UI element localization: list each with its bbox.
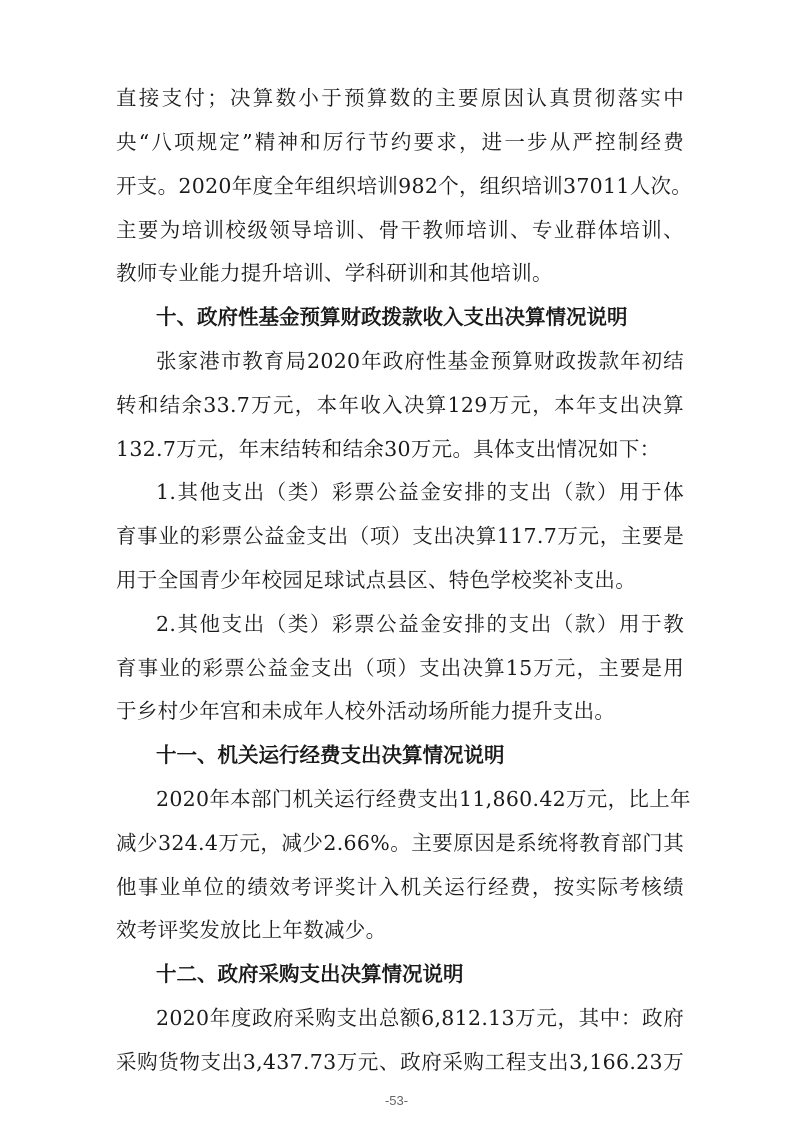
- text-line: 2020年度政府采购支出总额6,812.13万元，其中：政府: [156, 1006, 684, 1030]
- section-heading-11: 十一、机关运行经费支出决算情况说明: [156, 743, 505, 767]
- text-line: 1.其他支出（类）彩票公益金安排的支出（款）用于体: [156, 480, 684, 504]
- text-line: 效考评奖发放比上年数减少。: [116, 918, 387, 942]
- text-line: 于乡村少年宫和未成年人校外活动场所能力提升支出。: [116, 699, 616, 723]
- text-line: 育事业的彩票公益金支出（项）支出决算15万元，主要是用: [116, 656, 684, 680]
- text-line: 减少324.4万元，减少2.66%。主要原因是系统将教育部门其: [116, 831, 684, 855]
- section-heading-12: 十二、政府采购支出决算情况说明: [156, 962, 464, 986]
- text-line: 张家港市教育局2020年政府性基金预算财政拨款年初结: [156, 349, 684, 373]
- text-line: 2020年本部门机关运行经费支出11,860.42万元，比上年: [156, 787, 691, 811]
- text-line: 直接支付；决算数小于预算数的主要原因认真贯彻落实中: [116, 86, 684, 110]
- text-line: 教师专业能力提升培训、学科研训和其他培训。: [116, 261, 553, 285]
- page-number: -53-: [384, 1093, 409, 1108]
- text-line: 他事业单位的绩效考评奖计入机关运行经费，按实际考核绩: [116, 875, 684, 899]
- text-line: 央“八项规定”精神和厉行节约要求，进一步从严控制经费: [116, 130, 684, 154]
- text-line: 转和结余33.7万元，本年收入决算129万元，本年支出决算: [116, 393, 684, 417]
- text-line: 开支。2020年度全年组织培训982个，组织培训37011人次。: [116, 174, 693, 198]
- text-line: 育事业的彩票公益金支出（项）支出决算117.7万元，主要是: [116, 524, 684, 548]
- text-line: 采购货物支出3,437.73万元、政府采购工程支出3,166.23万: [116, 1050, 684, 1074]
- text-line: 132.7万元，年末结转和结余30万元。具体支出情况如下：: [116, 437, 661, 461]
- section-heading-10: 十、政府性基金预算财政拨款收入支出决算情况说明: [156, 305, 628, 329]
- text-line: 2.其他支出（类）彩票公益金安排的支出（款）用于教: [156, 612, 684, 636]
- text-line: 用于全国青少年校园足球试点县区、特色学校奖补支出。: [116, 568, 636, 592]
- text-line: 主要为培训校级领导培训、骨干教师培训、专业群体培训、: [116, 218, 684, 242]
